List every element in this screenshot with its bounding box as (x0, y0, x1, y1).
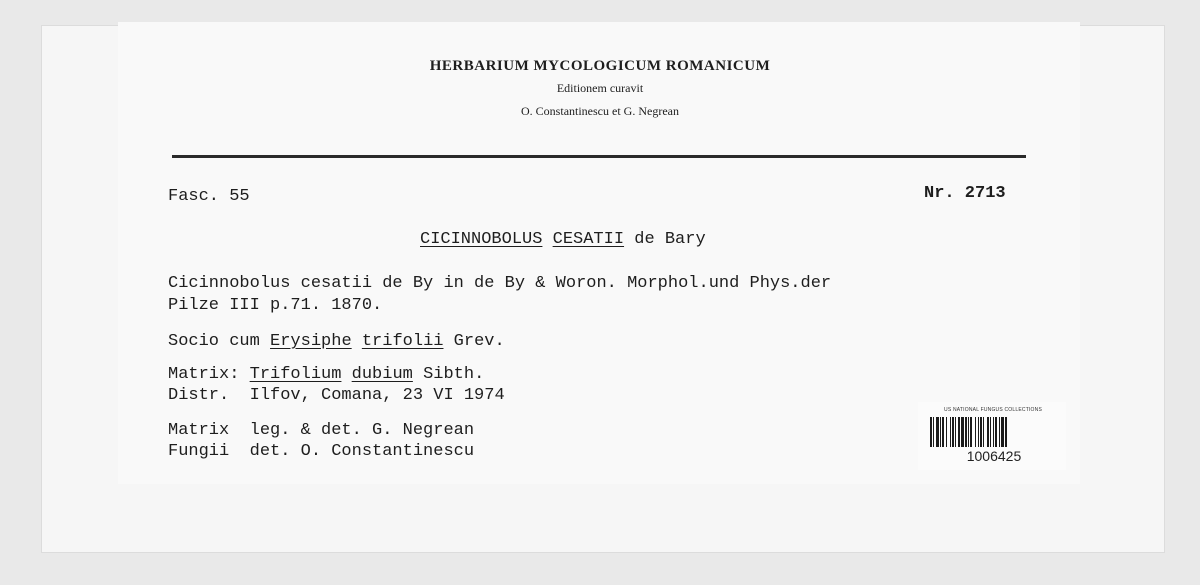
barcode-icon (930, 417, 1056, 447)
socio-line (168, 332, 505, 352)
socio-author: Grev. (443, 332, 505, 351)
socio-genus: Erysiphe (270, 332, 352, 351)
editors-names: O. Constantinescu et G. Negrean (521, 104, 679, 118)
matrix-line (168, 365, 484, 385)
citation-line-1: Cicinnobolus cesatii de By in de By & Woron. Morphol.und Phys.der (168, 274, 832, 293)
matrix-prefix: Matrix: (168, 365, 250, 384)
socio-prefix: Socio cum (168, 332, 271, 351)
barcode-caption: US NATIONAL FUNGUS COLLECTIONS (944, 407, 1042, 413)
species-genus: CICINNOBOLUS (420, 230, 543, 249)
specimen-number: Nr. 2713 (924, 184, 1006, 203)
species-author: de Bary (624, 230, 706, 249)
header-divider (172, 155, 1026, 158)
species-name (420, 230, 706, 250)
editor-line: Editionem curavit (556, 81, 644, 95)
collector-line: Matrix leg. & det. G. Negrean (168, 421, 475, 440)
socio-epithet: trifolii (361, 332, 444, 351)
citation-line-2: Pilze III p.71. 1870. (168, 296, 383, 315)
fascicle-number: Fasc. 55 (168, 187, 250, 206)
determiner-line: Fungii det. O. Constantinescu (168, 442, 475, 461)
herbarium-title: HERBARIUM MYCOLOGICUM ROMANICUM (429, 58, 771, 74)
matrix-epithet: dubium (351, 365, 413, 384)
matrix-author: Sibth. (412, 365, 485, 384)
distribution-line: Distr. Ilfov, Comana, 23 VI 1974 (168, 386, 505, 405)
species-epithet: CESATII (552, 230, 625, 249)
barcode-number: 1006425 (966, 448, 1022, 464)
matrix-genus: Trifolium (249, 365, 342, 384)
